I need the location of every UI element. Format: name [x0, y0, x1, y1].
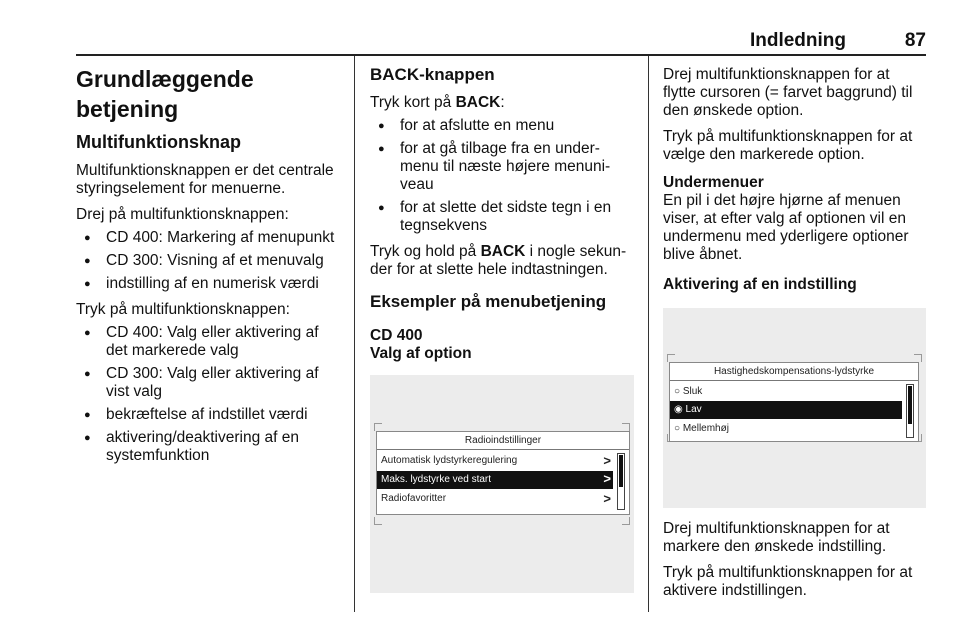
hold-text: Tryk og hold på BACK i nogle sekun-der for at slette hele indtastningen.: [370, 243, 627, 278]
list-item: ● indstilling af en numerisk værdi: [76, 275, 342, 293]
section-title: Grundlæggende betjening: [76, 66, 254, 122]
column-1: [76, 62, 342, 465]
list-item: ● aktivering/deaktivering af en systemfunktion: [76, 429, 342, 465]
turn-lead: Drej på multifunktionsknappen:: [76, 206, 289, 223]
chevron-right-icon: >: [603, 471, 611, 486]
page-number: 87: [904, 30, 926, 51]
menu-title: Radioindstillinger: [377, 432, 629, 450]
radio-option[interactable]: ○ Sluk: [674, 386, 703, 397]
column-3: [663, 62, 926, 600]
scrollbar[interactable]: [617, 453, 625, 510]
page-header: [76, 30, 926, 50]
header-rule: [76, 54, 926, 56]
menu-item[interactable]: Radiofavoritter >: [377, 489, 629, 509]
list-item: ● CD 400: Valg eller aktivering af det markerede valg: [76, 324, 342, 360]
menu-item[interactable]: Automatisk lydstyrkeregulering >: [377, 451, 629, 471]
submenu-title: Undermenuer: [663, 174, 764, 191]
press-list: [76, 324, 342, 465]
submenu-text: En pil i det højre hjørne af menuen viser, at efter valg af optionen vil en undermenu med yderligere optioner blive åbnet.: [663, 192, 909, 263]
examples-title: Eksempler på menubetjening: [370, 292, 607, 311]
list-item: ● bekræftelse af indstillet værdi: [76, 406, 342, 424]
scrollbar-thumb[interactable]: [908, 386, 912, 424]
activate-title: Aktivering af en indstilling: [663, 276, 857, 293]
press-text: Tryk på multifunktionsknappen for at vælge den markerede option.: [663, 128, 913, 163]
turn-text: Drej multifunktionsknappen for at flytte cursoren (= farvet baggrund) til den ønskede option.: [663, 66, 913, 119]
list-item: ● for at gå tilbage fra en under-menu til næste højere menuni-veau: [370, 140, 634, 194]
column-2: [370, 62, 634, 593]
radio-unchecked-icon: ○: [674, 423, 681, 434]
back-list: [370, 117, 634, 235]
back-title: BACK-knappen: [370, 65, 495, 84]
list-item: ● for at slette det sidste tegn i en tegnsekvens: [370, 199, 634, 235]
column-divider-2: [648, 56, 649, 612]
frame-corner: [667, 354, 675, 362]
setting-screen: [669, 362, 919, 442]
subsection-title: Multifunktionsknap: [76, 132, 241, 152]
frame-corner: [622, 517, 630, 525]
frame-corner: [374, 423, 382, 431]
menu-item-selected[interactable]: Maks. lydstyrke ved start >: [377, 471, 613, 489]
column-divider-1: [354, 56, 355, 612]
radio-option[interactable]: ○ Mellemhøj: [674, 423, 729, 434]
cd400-label: CD 400: [370, 327, 423, 344]
list-item: ● CD 300: Visning af et menuvalg: [76, 252, 342, 270]
back-lead: Tryk kort på BACK:: [370, 94, 505, 111]
press2-text: Tryk på multifunktionsknappen for at aktivere indstillingen.: [663, 564, 913, 599]
turn2-text: Drej multifunktionsknappen for at markere den ønskede indstilling.: [663, 520, 890, 555]
list-item: ● for at afslutte en menu: [370, 117, 634, 135]
menu-screen: [376, 431, 630, 515]
frame-corner: [374, 517, 382, 525]
radio-option-selected[interactable]: ◉ Lav: [670, 401, 902, 419]
chevron-right-icon: >: [603, 491, 611, 506]
list-item: ● CD 400: Markering af menupunkt: [76, 229, 342, 247]
option-title: Valg af option: [370, 345, 472, 362]
screenshot-radio-settings: [370, 375, 634, 593]
intro-text: Multifunktionsknappen er det centrale styringselement for menuerne.: [76, 162, 334, 197]
screenshot-speed-volume: [663, 308, 926, 508]
press-lead: Tryk på multifunktionsknappen:: [76, 301, 290, 318]
chapter-title: Indledning: [749, 30, 846, 51]
frame-corner: [622, 423, 630, 431]
radio-checked-icon: ◉: [674, 404, 683, 415]
chevron-right-icon: >: [603, 453, 611, 468]
radio-unchecked-icon: ○: [674, 386, 681, 397]
turn-list: [76, 229, 342, 293]
setting-title: Hastighedskompensations-lydstyrke: [670, 363, 918, 381]
list-item: ● CD 300: Valg eller aktivering af vist valg: [76, 365, 342, 401]
frame-corner: [914, 354, 922, 362]
scrollbar-thumb[interactable]: [619, 455, 623, 487]
scrollbar[interactable]: [906, 384, 914, 438]
